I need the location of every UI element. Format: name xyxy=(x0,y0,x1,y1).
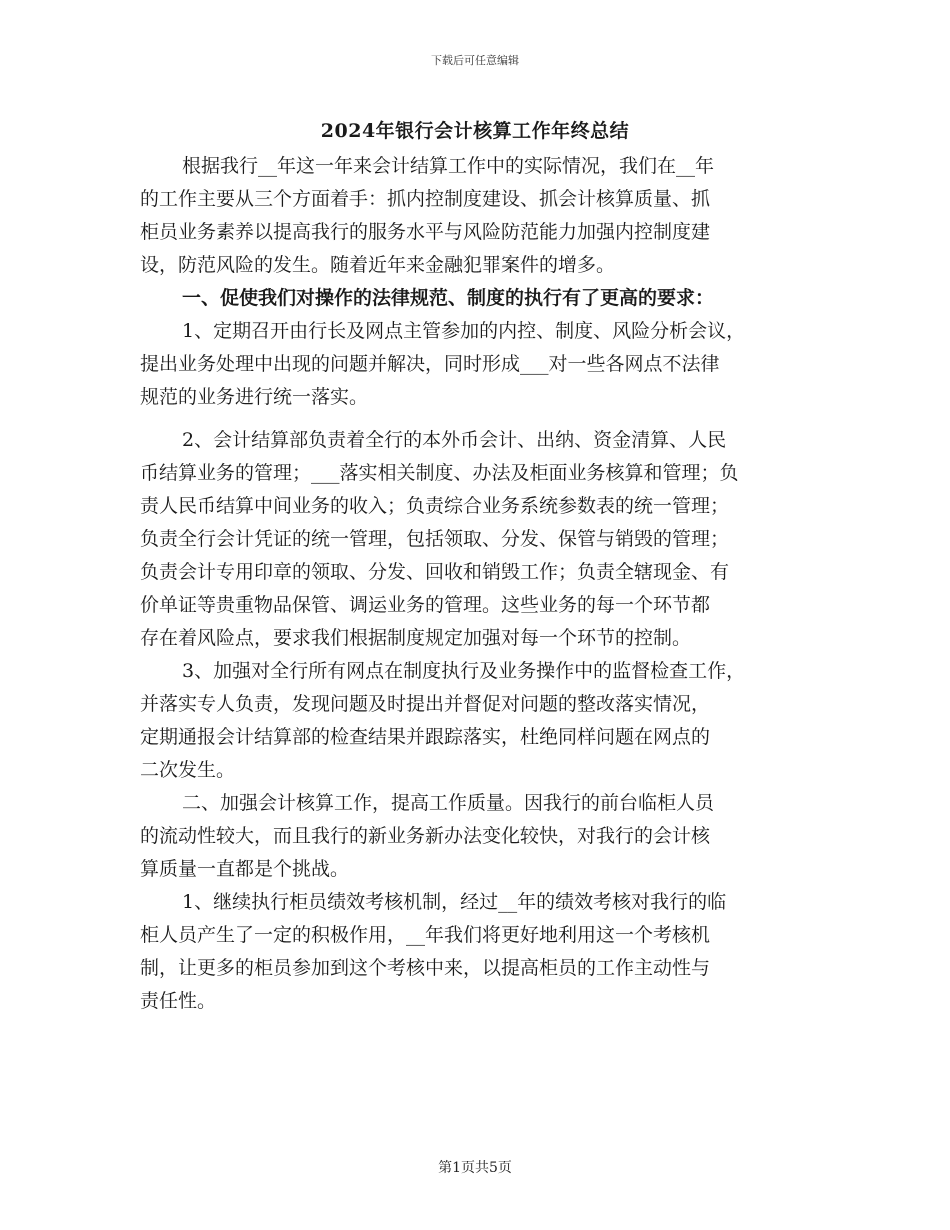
paragraph-line: 责人民币结算中间业务的收入；负责综合业务系统参数表的统一管理； xyxy=(140,495,730,517)
paragraph-line: 责任性。 xyxy=(140,990,217,1012)
paragraph-line: 二次发生。 xyxy=(140,759,236,781)
paragraph-line: 负责全行会计凭证的统一管理，包括领取、分发、保管与销毁的管理； xyxy=(140,528,730,550)
paragraph-line: 的工作主要从三个方面着手：抓内控制度建设、抓会计核算质量、抓 xyxy=(140,188,711,210)
paragraph-item-2 xyxy=(140,424,812,655)
paragraph-line: 币结算业务的管理；___落实相关制度、办法及柜面业务核算和管理；负 xyxy=(140,462,739,484)
page-footer: 第1页共5页 xyxy=(438,1160,512,1176)
paragraph-line: 提出业务处理中出现的问题并解决，同时形成___对一些各网点不法律 xyxy=(140,353,720,375)
paragraph-line: 存在着风险点，要求我们根据制度规定加强对每一个环节的控制。 xyxy=(140,627,692,649)
section-heading-1 xyxy=(140,282,812,315)
paragraph-line: 价单证等贵重物品保管、调运业务的管理。这些业务的每一个环节都 xyxy=(140,594,711,616)
document-body xyxy=(140,150,812,1018)
paragraph-item-3 xyxy=(140,655,812,787)
paragraph-line: 柜员业务素养以提高我行的服务水平与风险防范能力加强内控制度建 xyxy=(140,221,711,243)
document-title: 2024年银行会计核算工作年终总结 xyxy=(320,120,630,142)
paragraph-line: 柜人员产生了一定的积极作用，__年我们将更好地利用这一个考核机 xyxy=(140,924,711,946)
section-paragraph-2 xyxy=(140,787,812,886)
paragraph-line: 根据我行__年这一年来会计结算工作中的实际情况，我们在__年 xyxy=(182,155,715,177)
paragraph-line: 规范的业务进行统一落实。 xyxy=(140,386,369,408)
paragraph-line: 1、定期召开由行长及网点主管参加的内控、制度、风险分析会议， xyxy=(182,320,746,342)
paragraph-line: 3、加强对全行所有网点在制度执行及业务操作中的监督检查工作， xyxy=(182,660,746,682)
paragraph-item-1 xyxy=(140,315,812,414)
paragraph-line: 定期通报会计结算部的检查结果并跟踪落实，杜绝同样问题在网点的 xyxy=(140,726,711,748)
paragraph-line: 并落实专人负责，发现问题及时提出并督促对问题的整改落实情况， xyxy=(140,693,711,715)
intro-paragraph xyxy=(140,150,812,282)
paragraph-line: 2、会计结算部负责着全行的本外币会计、出纳、资金清算、人民 xyxy=(182,429,727,451)
paragraph-line: 的流动性较大，而且我行的新业务新办法变化较快，对我行的会计核 xyxy=(140,825,711,847)
section-heading-text: 一、促使我们对操作的法律规范、制度的执行有了更高的要求： xyxy=(182,287,715,309)
paragraph-line: 算质量一直都是个挑战。 xyxy=(140,858,350,880)
paragraph-line: 制，让更多的柜员参加到这个考核中来，以提高柜员的工作主动性与 xyxy=(140,957,711,979)
paragraph-line: 1、继续执行柜员绩效考核机制，经过__年的绩效考核对我行的临 xyxy=(182,891,727,913)
paragraph-line: 设，防范风险的发生。随着近年来金融犯罪案件的增多。 xyxy=(140,254,616,276)
paragraph-line: 负责会计专用印章的领取、分发、回收和销毁工作；负责全辖现金、有 xyxy=(140,561,730,583)
page-header: 下载后可任意编辑 xyxy=(431,54,519,67)
paragraph-line: 二、加强会计核算工作，提高工作质量。因我行的前台临柜人员 xyxy=(182,792,715,814)
paragraph-item-2-1 xyxy=(140,886,812,1018)
